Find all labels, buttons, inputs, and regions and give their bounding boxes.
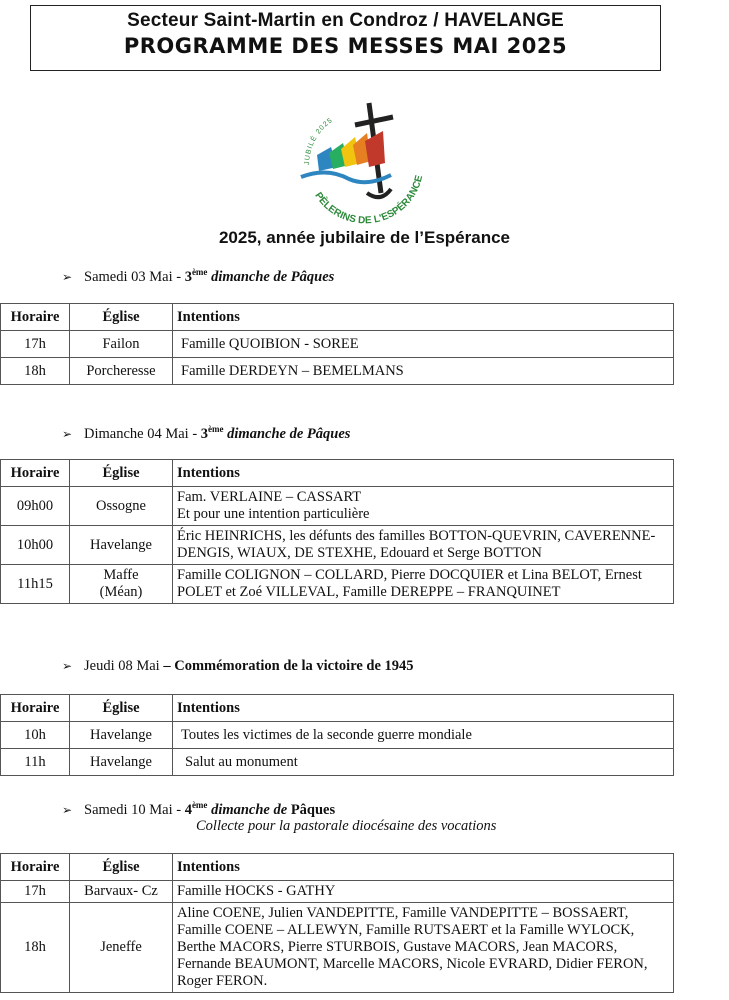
day-date: Samedi 03 Mai - [84,268,185,285]
sector-subtitle: Secteur Saint-Martin en Condroz / HAVELANGE [127,10,564,31]
mass-intentions: Famille HOCKS - GATHY [173,881,674,903]
mass-table-4 [0,853,674,993]
day-ordinal: 4 [184,801,192,818]
day-heading-3 [62,658,414,675]
day-ordinal-suffix: ème [208,424,224,434]
jubilee-logo [287,95,432,225]
pilgrims-icon [317,131,385,171]
day-date: Dimanche 04 Mai - [84,425,201,442]
table-row [1,526,674,565]
mass-intentions: Famille COLIGNON – COLLARD, Pierre DOCQUIER et Lina BELOT, Ernest POLET et Zoé VILLEVAL, Famille DEREPPE – FRANQUINET [173,565,674,604]
mass-time: 11h [1,749,70,776]
mass-intentions: Fam. VERLAINE – CASSART Et pour une intention particulière [173,487,674,526]
day-heading-2 [62,424,350,443]
col-intentions: Intentions [173,854,674,881]
mass-intentions: Famille QUOIBION - SOREE [173,331,674,358]
table-row [1,358,674,385]
col-eglise: Église [70,304,173,331]
mass-time: 09h00 [1,487,70,526]
col-horaire: Horaire [1,304,70,331]
mass-intentions: Salut au monument [173,749,674,776]
col-eglise: Église [70,460,173,487]
day-ordinal: 3 [200,425,209,442]
col-horaire: Horaire [1,854,70,881]
mass-table-3 [0,694,674,776]
day-ordinal: 3 [184,268,192,285]
jubilee-year-heading: 2025, année jubilaire de l’Espérance [218,228,511,247]
mass-church: Ossogne [70,487,173,526]
day-feast: dimanche de Pâques [223,425,351,442]
day-ordinal-suffix: ème [191,267,208,277]
header-box [30,5,661,71]
day-heading-1 [62,267,334,286]
collection-note: Collecte pour la pastorale diocésaine des vocations [196,818,497,834]
mass-church: Porcheresse [70,358,173,385]
mass-time: 17h [1,331,70,358]
day-feast: – Commémoration de la victoire de 1945 [163,658,414,674]
mass-intentions: Toutes les victimes de la seconde guerre mondiale [173,722,674,749]
table-row [1,749,674,776]
table-row [1,903,674,993]
day-date: Jeudi 08 Mai [84,658,164,674]
table-row [1,881,674,903]
arrow-bullet-icon: ➢ [62,426,73,441]
mass-time: 18h [1,903,70,993]
mass-church: Failon [70,331,173,358]
mass-intentions: Famille DERDEYN – BEMELMANS [173,358,674,385]
mass-church: Maffe (Méan) [70,565,173,604]
day-heading-4 [62,800,335,819]
col-eglise: Église [70,854,173,881]
mass-church: Havelange [70,526,173,565]
col-intentions: Intentions [173,695,674,722]
day-date: Samedi 10 Mai - [84,801,185,818]
mass-time: 10h [1,722,70,749]
mass-intentions: Éric HEINRICHS, les défunts des familles BOTTON-QUEVRIN, CAVERENNE-DENGIS, WIAUX, DE STEXHE, Edouard et Serge BOTTON [173,526,674,565]
day-feast: dimanche de [207,801,291,818]
logo-ring-bottom: PÈLERINS DE L'ESPÉRANCE [312,174,426,225]
col-horaire: Horaire [1,460,70,487]
col-horaire: Horaire [1,695,70,722]
page-title: PROGRAMME DES MESSES MAI 2025 [123,34,568,58]
col-intentions: Intentions [173,460,674,487]
table-row [1,722,674,749]
day-ordinal-suffix: ème [191,800,208,810]
mass-time: 18h [1,358,70,385]
arrow-bullet-icon: ➢ [62,802,73,817]
day-feast-end: Pâques [290,801,336,818]
mass-table-1 [0,303,674,385]
arrow-bullet-icon: ➢ [62,269,73,284]
col-intentions: Intentions [173,304,674,331]
mass-intentions: Aline COENE, Julien VANDEPITTE, Famille VANDEPITTE – BOSSAERT, Famille COENE – ALLEWYN, Famille RUTSAERT et la Famille WYLOCK, Berthe MACORS, Pierre STURBOIS, Gustave MACORS, Jean MACORS, Fernande BEAUMONT, Marcelle MACORS, Nicole EVRARD, Didier FERON, Roger FERON. [173,903,674,993]
mass-time: 17h [1,881,70,903]
mass-table-2 [0,459,674,604]
arrow-bullet-icon: ➢ [62,659,73,673]
mass-church: Barvaux- Cz [70,881,173,903]
col-eglise: Église [70,695,173,722]
logo-ring-top: JUBILÉ 2025 [303,116,335,166]
table-row [1,487,674,526]
mass-church: Havelange [70,722,173,749]
day-feast: dimanche de Pâques [207,268,335,285]
mass-church: Jeneffe [70,903,173,993]
table-row [1,565,674,604]
table-row [1,331,674,358]
mass-time: 10h00 [1,526,70,565]
mass-church: Havelange [70,749,173,776]
mass-time: 11h15 [1,565,70,604]
